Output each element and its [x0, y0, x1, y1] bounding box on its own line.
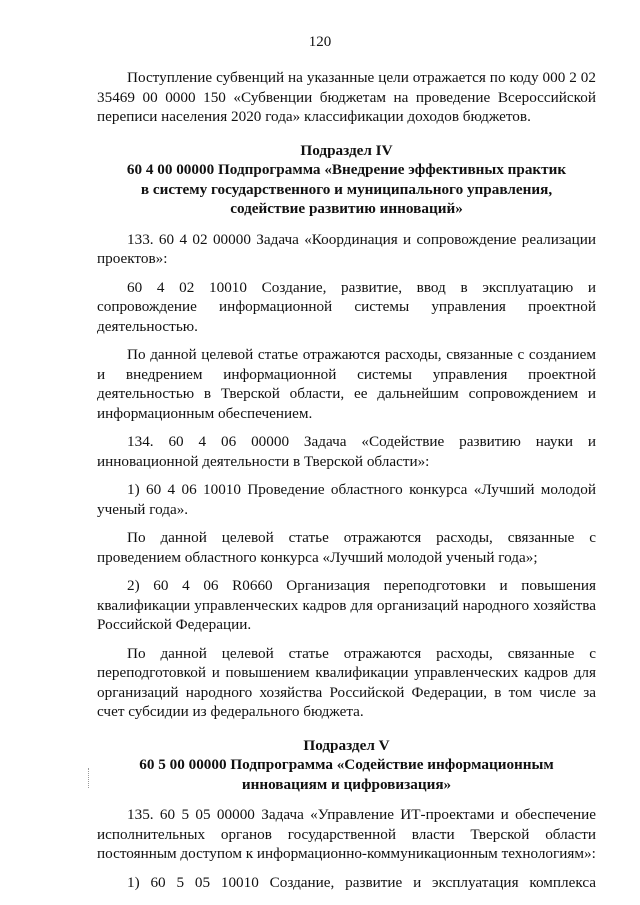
item-133-article: 60 4 02 10010 Создание, развитие, ввод в эксплуатацию и сопровождение информационной системы управления проектной деятельностью.: [97, 278, 596, 335]
subsection-4-heading: [97, 141, 596, 219]
item-135: 135. 60 5 05 00000 Задача «Управление ИТ-проектами и обеспечение исполнительных органов государственной власти Тверской области постоянным доступом к информационно-коммуникационным технологиям»:: [97, 806, 596, 862]
item-134-1: 1) 60 4 06 10010 Проведение областного конкурса «Лучший молодой ученый года».: [97, 481, 596, 518]
subsection-5-line2: инновациям и цифровизация»: [241, 775, 452, 793]
item-135-1: 1) 60 5 05 10010 Создание, развитие и эксплуатация комплекса: [127, 873, 596, 891]
item-134-1-description: По данной целевой статье отражаются расходы, связанные с проведением областного конкурса «Лучший молодой ученый года»;: [97, 529, 596, 566]
subsection-4-line2: в систему государственного и муниципального управления,: [140, 180, 553, 198]
subsection-5-title: Подраздел V: [303, 736, 390, 754]
subsection-4-line1: 60 4 00 00000 Подпрограмма «Внедрение эффективных практик: [126, 161, 567, 178]
subsection-4-line3: содействие развитию инноваций»: [230, 200, 463, 217]
item-134: 134. 60 4 06 00000 Задача «Содействие развитию науки и инновационной деятельности в Тверской области»:: [97, 433, 596, 470]
subsection-5-line1: 60 5 00 00000 Подпрограмма «Содействие информационным: [139, 756, 554, 773]
item-134-2-description: По данной целевой статье отражаются расходы, связанные с переподготовкой и повышением квалификации управленческих кадров для организаций народного хозяйства Российской Федерации, в том числе за счет субсидии из федерального бюджета.: [97, 644, 596, 720]
page-number: 120: [308, 34, 332, 50]
subsection-4-title: Подраздел IV: [300, 141, 393, 159]
scan-artifact-mark: [88, 768, 90, 788]
item-134-2: 2) 60 4 06 R0660 Организация переподготовки и повышения квалификации управленческих кадров для организаций народного хозяйства Российской Федерации.: [97, 577, 596, 633]
item-133: 133. 60 4 02 00000 Задача «Координация и сопровождение реализации проектов»:: [97, 230, 596, 267]
document-body: [97, 68, 596, 901]
item-133-description: По данной целевой статье отражаются расходы, связанные с созданием и внедрением информационной системы управления проектной деятельностью в Тверской области, ее дальнейшим сопровождением и информационным обеспечением.: [97, 346, 596, 422]
paragraph-subventions: Поступление субвенций на указанные цели отражается по коду 000 2 02 35469 00 0000 150 «Субвенции бюджетам на проведение Всероссийской переписи населения 2020 года» классификации доходов бюджетов.: [97, 69, 596, 125]
subsection-5-heading: [97, 736, 596, 795]
